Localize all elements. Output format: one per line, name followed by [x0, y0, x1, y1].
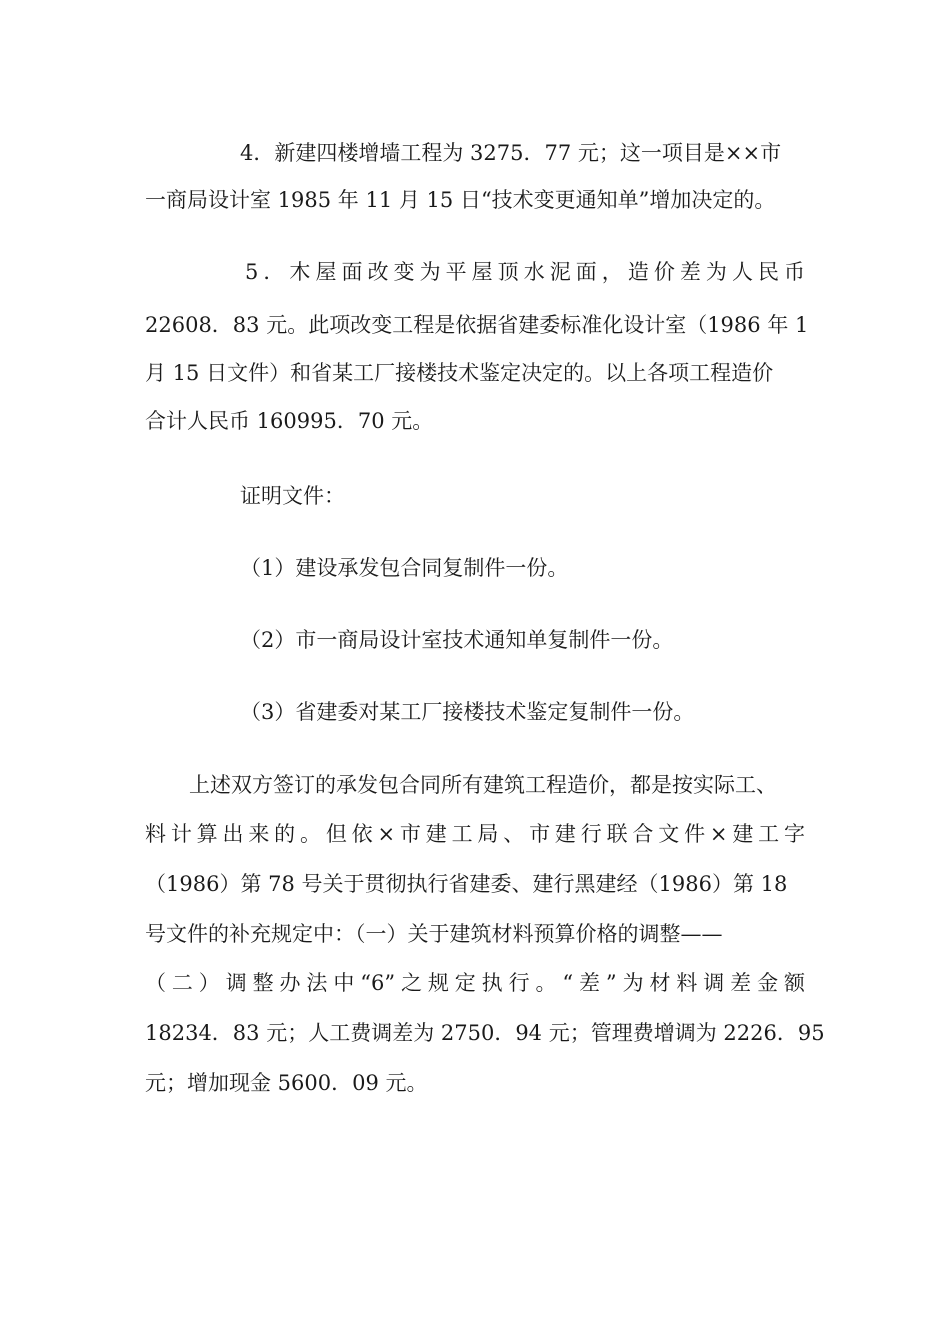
evidence-item-3: （3）省建委对某工厂接楼技术鉴定复制件一份。: [240, 700, 695, 724]
paragraph-4-line-2: 一商局设计室 1985 年 11 月 15 日“技术变更通知单”增加决定的。: [145, 188, 776, 212]
paragraph-5-line-4: 合计人民币 160995．70 元。: [145, 409, 434, 433]
final-paragraph-line-7: 元；增加现金 5600．09 元。: [145, 1071, 428, 1095]
final-paragraph-line-6: 18234．83 元；人工费调差为 2750．94 元；管理费增调为 2226．95: [145, 1021, 825, 1045]
evidence-item-1: （1）建设承发包合同复制件一份。: [240, 556, 569, 580]
paragraph-5-line-3: 月 15 日文件）和省某工厂接楼技术鉴定决定的。以上各项工程造价: [145, 361, 774, 385]
final-paragraph-line-4: 号文件的补充规定中：（一）关于建筑材料预算价格的调整——: [145, 922, 723, 946]
evidence-heading: 证明文件：: [240, 484, 345, 508]
final-paragraph-line-5: （二）调整办法中“6”之规定执行。“差”为材料调差金额: [145, 971, 805, 995]
final-paragraph-line-2: 料计算出来的。但依×市建工局、市建行联合文件×建工字: [145, 822, 805, 846]
final-paragraph-line-1: 上述双方签订的承发包合同所有建筑工程造价，都是按实际工、: [189, 773, 777, 797]
paragraph-5-line-2: 22608．83 元。此项改变工程是依据省建委标准化设计室（1986 年 1: [145, 313, 809, 337]
final-paragraph-line-3: （1986）第 78 号关于贯彻执行省建委、建行黑建经（1986）第 18: [145, 872, 788, 896]
paragraph-5-line-1: 5．木屋面改变为平屋顶水泥面，造价差为人民币: [245, 260, 805, 284]
paragraph-4-line-1: 4．新建四楼增墙工程为 3275．77 元；这一项目是××市: [240, 141, 782, 165]
evidence-item-2: （2）市一商局设计室技术通知单复制件一份。: [240, 628, 674, 652]
